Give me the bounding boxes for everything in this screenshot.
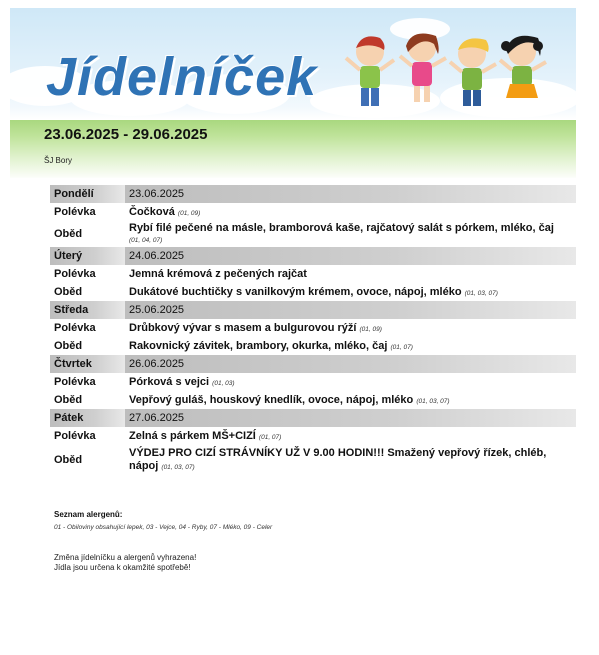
meal-text: Čočková (129, 206, 175, 218)
meal-row (50, 283, 576, 301)
meal-label: Polévka (54, 268, 96, 280)
meal-text: Zelná s párkem MŠ+CIZÍ (129, 430, 256, 442)
child-figure-icon (346, 36, 394, 106)
meal-allergens: (01, 03) (212, 380, 235, 387)
meal-text: Rybí filé pečené na másle, bramborová kaše, rajčatový salát s pórkem, mléko, čaj (129, 221, 554, 234)
meal-label: Polévka (54, 206, 96, 218)
day-date: 27.06.2025 (125, 409, 576, 427)
meal-row (50, 427, 576, 445)
day-header-row (50, 301, 576, 319)
day-date: 25.06.2025 (125, 301, 576, 319)
meal-row (50, 445, 576, 475)
day-header-row (50, 185, 576, 203)
disclaimer-line: Změna jídelníčku a alergenů vyhrazena! (54, 553, 197, 562)
meal-row (50, 373, 576, 391)
day-name: Čtvrtek (50, 355, 125, 373)
meal-label: Polévka (54, 430, 96, 442)
meal-label: Oběd (54, 394, 83, 406)
menu-table (50, 185, 576, 475)
day-header-row (50, 409, 576, 427)
meal-row (50, 203, 576, 221)
day-name: Středa (50, 301, 125, 319)
children-illustration (342, 26, 552, 116)
meal-allergens: (01, 07) (258, 434, 282, 441)
meal-label: Oběd (54, 228, 83, 240)
meal-allergens: (01, 09) (177, 210, 201, 217)
meal-row (50, 221, 576, 247)
meal-allergens: (01, 03, 07) (464, 290, 498, 297)
child-figure-icon (400, 34, 446, 102)
meal-text: Rakovnický závitek, brambory, okurka, mléko, čaj (129, 340, 388, 352)
disclaimer (54, 553, 196, 573)
meal-allergens: (01, 03, 07) (161, 463, 195, 471)
meal-row (50, 337, 576, 355)
disclaimer-line: Jídla jsou určena k okamžité spotřebě! (54, 563, 191, 572)
canteen-name: ŠJ Bory (44, 156, 73, 165)
day-date: 23.06.2025 (125, 185, 576, 203)
allergens-title: Seznam alergenů: (54, 510, 123, 519)
child-figure-icon (450, 38, 496, 106)
meal-allergens: (01, 03, 07) (416, 398, 450, 405)
meal-text: Dukátové buchtičky s vanilkovým krémem, ovoce, nápoj, mléko (129, 286, 462, 298)
week-range: 23.06.2025 - 29.06.2025 (44, 126, 208, 143)
day-header-row (50, 247, 576, 265)
meal-label: Oběd (54, 340, 83, 352)
allergens-list: 01 - Obiloviny obsahující lepek, 03 - Vejce, 04 - Ryby, 07 - Mléko, 09 - Celer (54, 524, 273, 531)
meal-text: Jemná krémová z pečených rajčat (129, 268, 307, 280)
child-figure-icon (500, 36, 546, 98)
meal-label: Oběd (54, 454, 83, 466)
meal-allergens: (01, 07) (390, 344, 413, 351)
day-header-row (50, 355, 576, 373)
meal-row (50, 391, 576, 409)
header-banner (10, 8, 576, 178)
day-date: 24.06.2025 (125, 247, 576, 265)
day-name: Úterý (50, 247, 125, 265)
meal-allergens: (01, 04, 07) (129, 236, 163, 244)
meal-text: VÝDEJ PRO CIZÍ STRÁVNÍKY UŽ V 9.00 HODIN!!! Smažený vepřový řízek, chléb, nápoj (129, 446, 547, 472)
meal-text: Pórková s vejci (129, 376, 210, 388)
meal-label: Polévka (54, 322, 96, 334)
day-name: Pondělí (50, 185, 125, 203)
meal-row (50, 265, 576, 283)
meal-allergens: (01, 09) (359, 326, 382, 333)
meal-label: Polévka (54, 376, 96, 388)
meal-label: Oběd (54, 286, 83, 298)
day-date: 26.06.2025 (125, 355, 576, 373)
menu-logo: Jídelníček (46, 47, 318, 107)
meal-row (50, 319, 576, 337)
meal-text: Drůbkový vývar s masem a bulgurovou rýží (129, 322, 357, 334)
day-name: Pátek (50, 409, 125, 427)
meal-text: Vepřový guláš, houskový knedlík, ovoce, nápoj, mléko (129, 394, 414, 406)
